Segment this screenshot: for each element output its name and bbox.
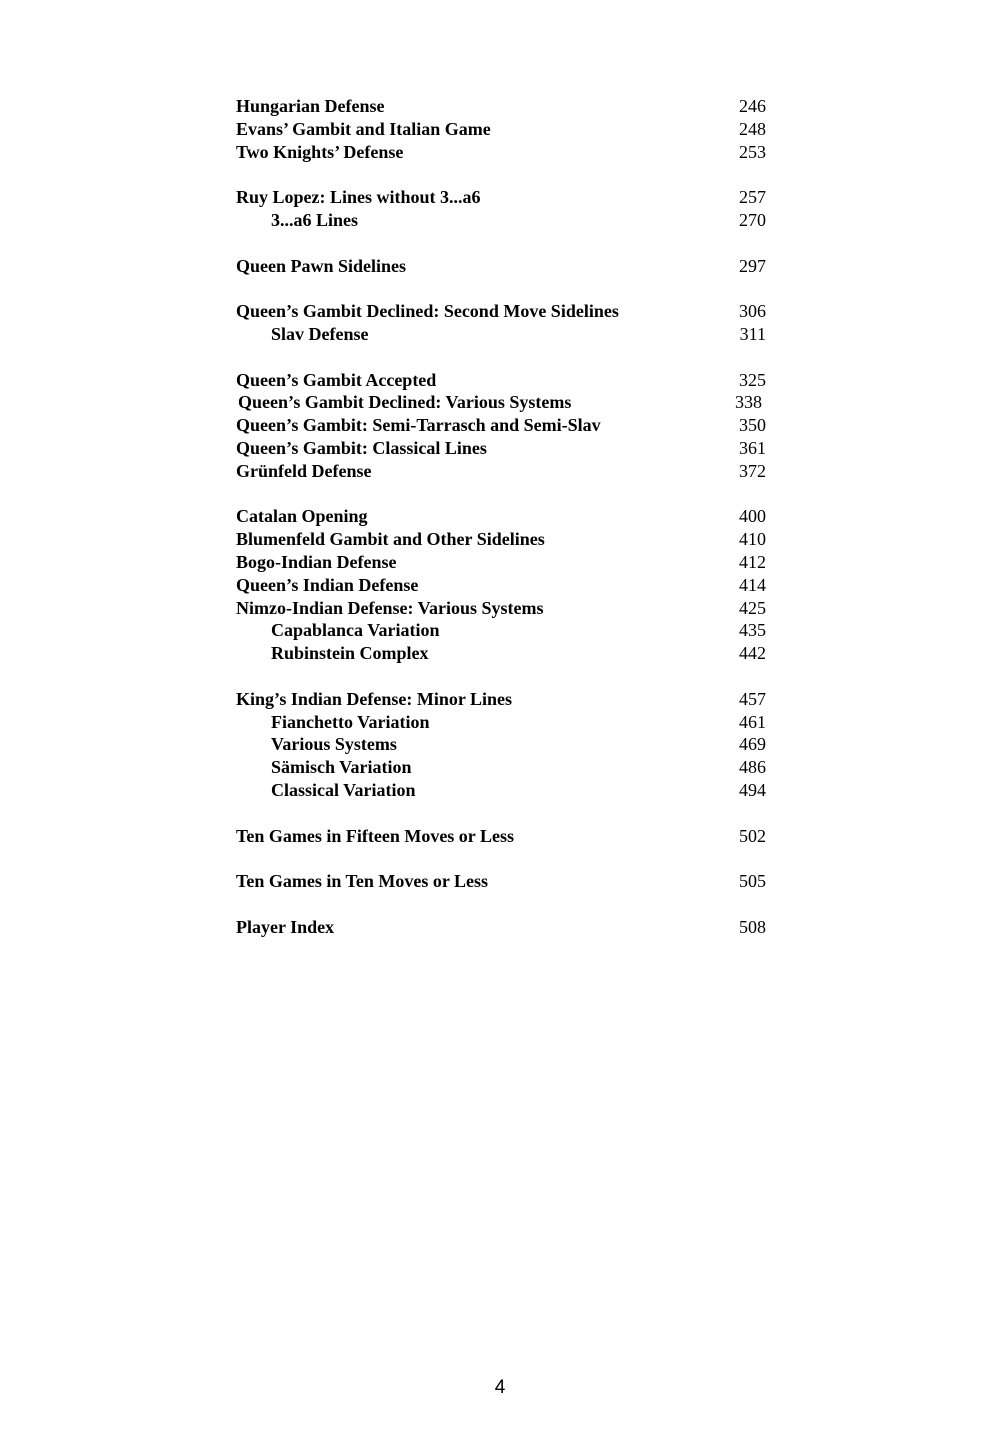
toc-entry-title: Queen’s Gambit Declined: Second Move Sidelines bbox=[236, 301, 619, 322]
toc-entry-page: 338 bbox=[735, 392, 762, 413]
toc-entry-page: 412 bbox=[739, 551, 766, 572]
page-number: 4 bbox=[494, 1377, 506, 1398]
toc-entry[interactable] bbox=[236, 574, 766, 597]
toc-subentry[interactable] bbox=[236, 779, 766, 802]
toc-entry-page: 246 bbox=[739, 96, 766, 116]
toc-entry-page: 435 bbox=[739, 620, 766, 641]
toc-entry-title: Bogo-Indian Defense bbox=[236, 551, 397, 572]
toc-entry-page: 311 bbox=[739, 323, 766, 344]
toc-entry-page: 442 bbox=[739, 643, 766, 664]
toc-entry-title: Capablanca Variation bbox=[271, 620, 440, 641]
toc-entry[interactable] bbox=[236, 460, 766, 483]
table-of-contents bbox=[236, 95, 766, 961]
toc-entry-page: 414 bbox=[739, 574, 766, 595]
toc-entry-title: Queen’s Gambit Accepted bbox=[236, 369, 437, 390]
toc-entry-title: Catalan Opening bbox=[236, 506, 368, 527]
toc-entry[interactable] bbox=[236, 369, 766, 392]
toc-entry[interactable] bbox=[236, 95, 766, 118]
toc-entry-title: Slav Defense bbox=[271, 323, 369, 344]
toc-entry-page: 425 bbox=[739, 597, 766, 618]
toc-entry[interactable] bbox=[236, 825, 766, 848]
toc-entry-page: 248 bbox=[739, 118, 766, 139]
toc-entry-title: Blumenfeld Gambit and Other Sidelines bbox=[236, 529, 545, 550]
toc-entry[interactable] bbox=[236, 141, 766, 164]
toc-entry[interactable] bbox=[236, 505, 766, 528]
toc-entry[interactable] bbox=[236, 870, 766, 893]
toc-entry-title: Two Knights’ Defense bbox=[236, 141, 404, 162]
toc-entry-title: Grünfeld Defense bbox=[236, 460, 372, 481]
toc-entry-page: 461 bbox=[739, 711, 766, 732]
toc-entry-title: Queen Pawn Sidelines bbox=[236, 255, 407, 276]
toc-group bbox=[236, 505, 766, 665]
toc-entry-title: Fianchetto Variation bbox=[271, 711, 430, 732]
toc-entry-page: 502 bbox=[739, 825, 766, 846]
toc-entry-page: 361 bbox=[739, 437, 766, 458]
toc-entry-page: 350 bbox=[739, 415, 766, 436]
toc-subentry[interactable] bbox=[236, 619, 766, 642]
toc-entry[interactable] bbox=[236, 437, 766, 460]
toc-entry[interactable] bbox=[236, 551, 766, 574]
toc-subentry[interactable] bbox=[236, 756, 766, 779]
toc-entry-title: Ten Games in Ten Moves or Less bbox=[236, 871, 489, 892]
toc-entry-title: Queen’s Gambit Declined: Various Systems bbox=[238, 392, 572, 413]
toc-entry-title: Ten Games in Fifteen Moves or Less bbox=[236, 825, 514, 846]
toc-group bbox=[236, 916, 766, 939]
toc-entry-page: 494 bbox=[739, 779, 766, 800]
toc-entry-page: 306 bbox=[739, 301, 766, 322]
toc-entry-page: 410 bbox=[739, 529, 766, 550]
toc-entry-page: 505 bbox=[739, 871, 766, 892]
toc-entry-title: Hungarian Defense bbox=[236, 96, 385, 116]
toc-group bbox=[236, 300, 766, 346]
toc-entry-title: 3...a6 Lines bbox=[271, 209, 359, 230]
toc-entry-title: King’s Indian Defense: Minor Lines bbox=[236, 688, 513, 709]
toc-entry-page: 508 bbox=[739, 916, 766, 937]
toc-entry-page: 270 bbox=[739, 209, 766, 230]
toc-entry-title: Nimzo-Indian Defense: Various Systems bbox=[236, 597, 544, 618]
toc-entry-title: Player Index bbox=[236, 916, 335, 937]
toc-entry-page: 325 bbox=[739, 369, 766, 390]
toc-group bbox=[236, 825, 766, 848]
toc-entry-page: 253 bbox=[739, 141, 766, 162]
toc-entry-title: Queen’s Gambit: Semi-Tarrasch and Semi-Slav bbox=[236, 415, 601, 436]
toc-entry-page: 400 bbox=[739, 506, 766, 527]
toc-group bbox=[236, 688, 766, 802]
toc-entry-title: Ruy Lopez: Lines without 3...a6 bbox=[236, 187, 481, 208]
toc-group bbox=[236, 870, 766, 893]
toc-entry-title: Classical Variation bbox=[271, 779, 416, 800]
toc-subentry[interactable] bbox=[236, 209, 766, 232]
toc-entry[interactable] bbox=[236, 597, 766, 620]
toc-entry-page: 469 bbox=[739, 734, 766, 755]
toc-group bbox=[236, 95, 766, 163]
toc-entry-page: 257 bbox=[739, 187, 766, 208]
toc-entry[interactable] bbox=[236, 414, 766, 437]
toc-entry[interactable] bbox=[236, 391, 766, 414]
toc-entry-page: 372 bbox=[739, 460, 766, 481]
toc-entry[interactable] bbox=[236, 916, 766, 939]
toc-entry-title: Various Systems bbox=[271, 734, 397, 755]
toc-group bbox=[236, 369, 766, 483]
toc-entry-page: 297 bbox=[739, 255, 766, 276]
toc-entry[interactable] bbox=[236, 186, 766, 209]
toc-entry-title: Rubinstein Complex bbox=[271, 643, 429, 664]
toc-entry-title: Queen’s Gambit: Classical Lines bbox=[236, 437, 487, 458]
toc-subentry[interactable] bbox=[236, 642, 766, 665]
toc-subentry[interactable] bbox=[236, 711, 766, 734]
toc-entry-title: Queen’s Indian Defense bbox=[236, 574, 419, 595]
toc-entry-page: 486 bbox=[739, 757, 766, 778]
toc-entry[interactable] bbox=[236, 528, 766, 551]
toc-group bbox=[236, 255, 766, 278]
toc-group bbox=[236, 186, 766, 232]
toc-entry[interactable] bbox=[236, 118, 766, 141]
toc-entry[interactable] bbox=[236, 688, 766, 711]
toc-entry-page: 457 bbox=[739, 688, 766, 709]
toc-entry-title: Evans’ Gambit and Italian Game bbox=[236, 118, 491, 139]
toc-entry[interactable] bbox=[236, 300, 766, 323]
toc-entry[interactable] bbox=[236, 255, 766, 278]
toc-subentry[interactable] bbox=[236, 733, 766, 756]
toc-entry-title: Sämisch Variation bbox=[271, 757, 412, 778]
toc-subentry[interactable] bbox=[236, 323, 766, 346]
